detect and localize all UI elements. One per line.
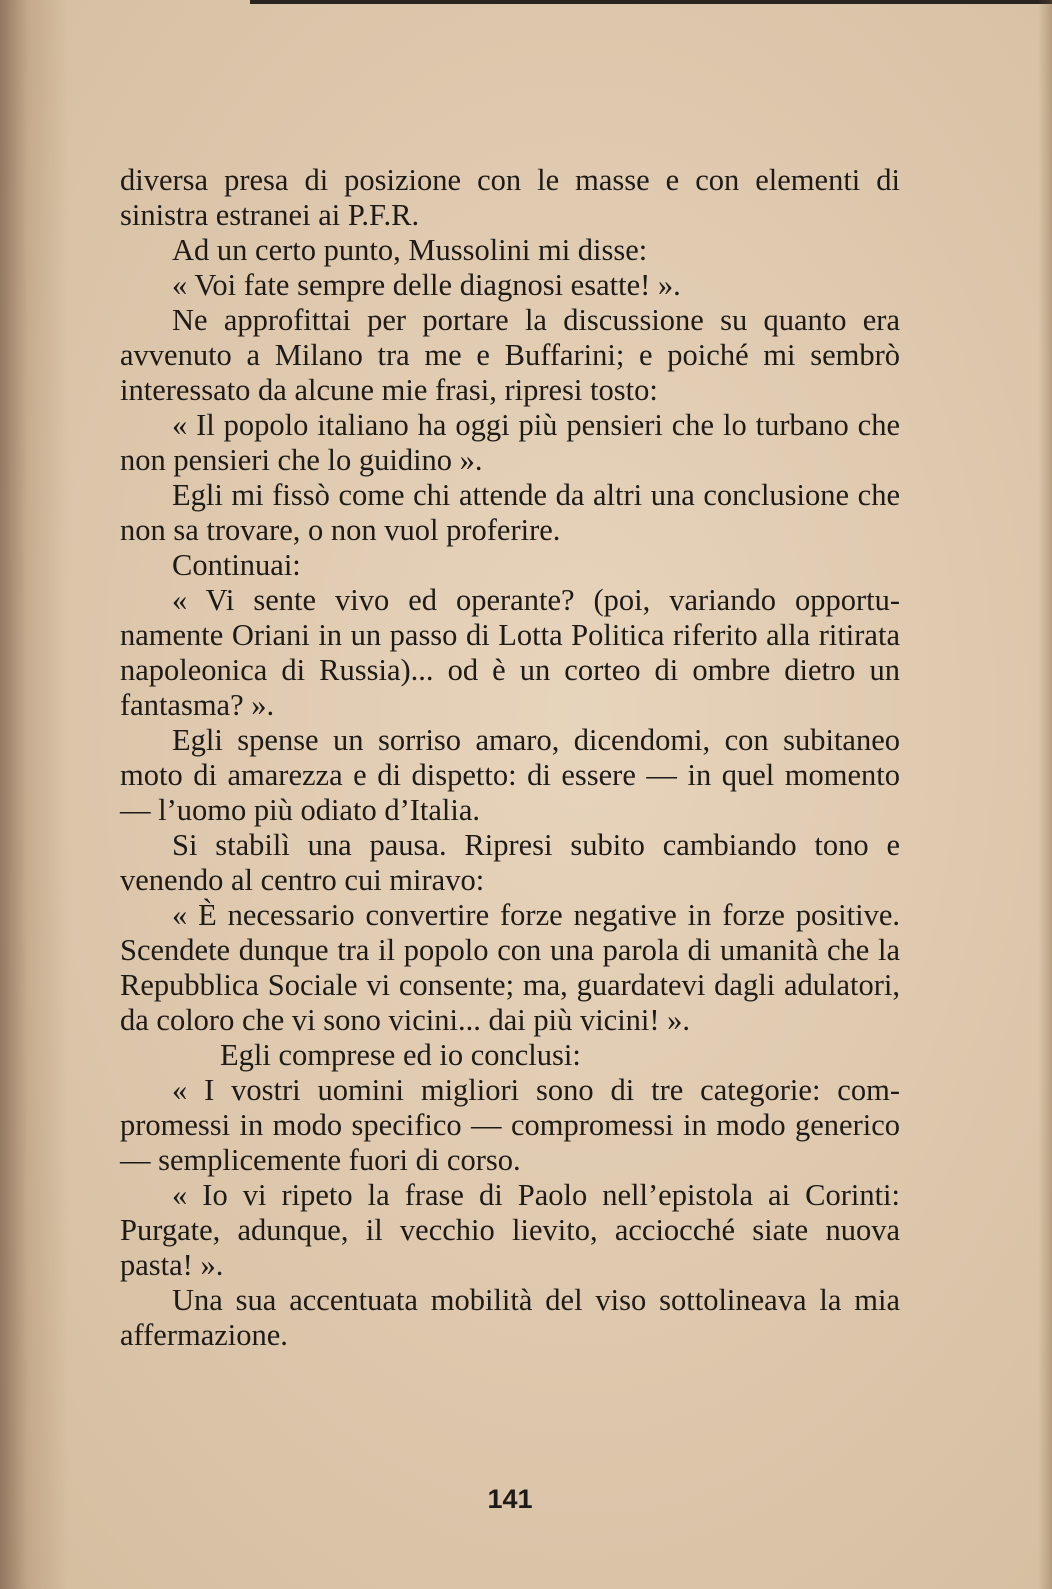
paragraph-quote: « I vostri uomini migliori sono di tre categorie: compromessi in modo specifico — compromessi in modo generico — semplicemente fuori di corso. [120, 1073, 900, 1177]
spine-shadow [0, 0, 70, 1589]
paragraph-quote: « Voi fate sempre delle diagnosi esatte! ». [172, 268, 681, 302]
top-edge-shadow [250, 0, 1052, 4]
paragraph: Egli mi fissò come chi attende da altri una conclusione che non sa trovare, o non vuol proferire. [120, 478, 900, 547]
paragraph: Egli spense un sorriso amaro, dicendomi, con subitaneo moto di amarezza e di dispetto: di essere — in quel momento — l’uomo più odiato d’Italia. [120, 723, 900, 827]
paragraph: Si stabilì una pausa. Ripresi subito cambiando tono e venendo al centro cui miravo: [120, 828, 900, 897]
paragraph: Ad un certo punto, Mussolini mi disse: [172, 233, 648, 267]
paragraph-quote: « Io vi ripeto la frase di Paolo nell’epistola ai Corinti: Purgate, adunque, il vecchio lievito, acciocché siate nuova pasta! ». [120, 1178, 900, 1282]
paragraph: Una sua accentuata mobilità del viso sottolineava la mia affermazione. [120, 1283, 900, 1352]
paragraph-continuation: diversa presa di posizione con le masse e con elementi di sinistra estranei ai P.F.R. [120, 163, 900, 232]
paragraph-quote: « È necessario convertire forze negative in forze positive. Scendete dunque tra il popolo con una parola di umanità che la Repubblica Sociale vi consente; ma, guardatevi dagli adulatori, da coloro che vi sono vicini... dai più vicini! ». [120, 898, 900, 1037]
body-text [120, 163, 900, 1353]
page-number: 141 [487, 1484, 533, 1514]
right-edge-shadow [1038, 0, 1052, 1589]
paragraph: Continuai: [172, 548, 301, 582]
paragraph: Egli comprese ed io conclusi: [220, 1038, 581, 1072]
paragraph: Ne approfittai per portare la discussione su quanto era avvenuto a Milano tra me e Buffarini; e poiché mi sembrò interessato da alcune mie frasi, ripresi tosto: [120, 303, 900, 407]
paragraph-quote: « Il popolo italiano ha oggi più pensieri che lo turbano che non pensieri che lo guidino ». [120, 408, 900, 477]
paragraph-quote: « Vi sente vivo ed operante? (poi, variando opportunamente Oriani in un passo di Lotta Politica riferito alla ritirata napoleonica di Russia)... od è un corteo di ombre dietro un fantasma? ». [120, 583, 900, 722]
